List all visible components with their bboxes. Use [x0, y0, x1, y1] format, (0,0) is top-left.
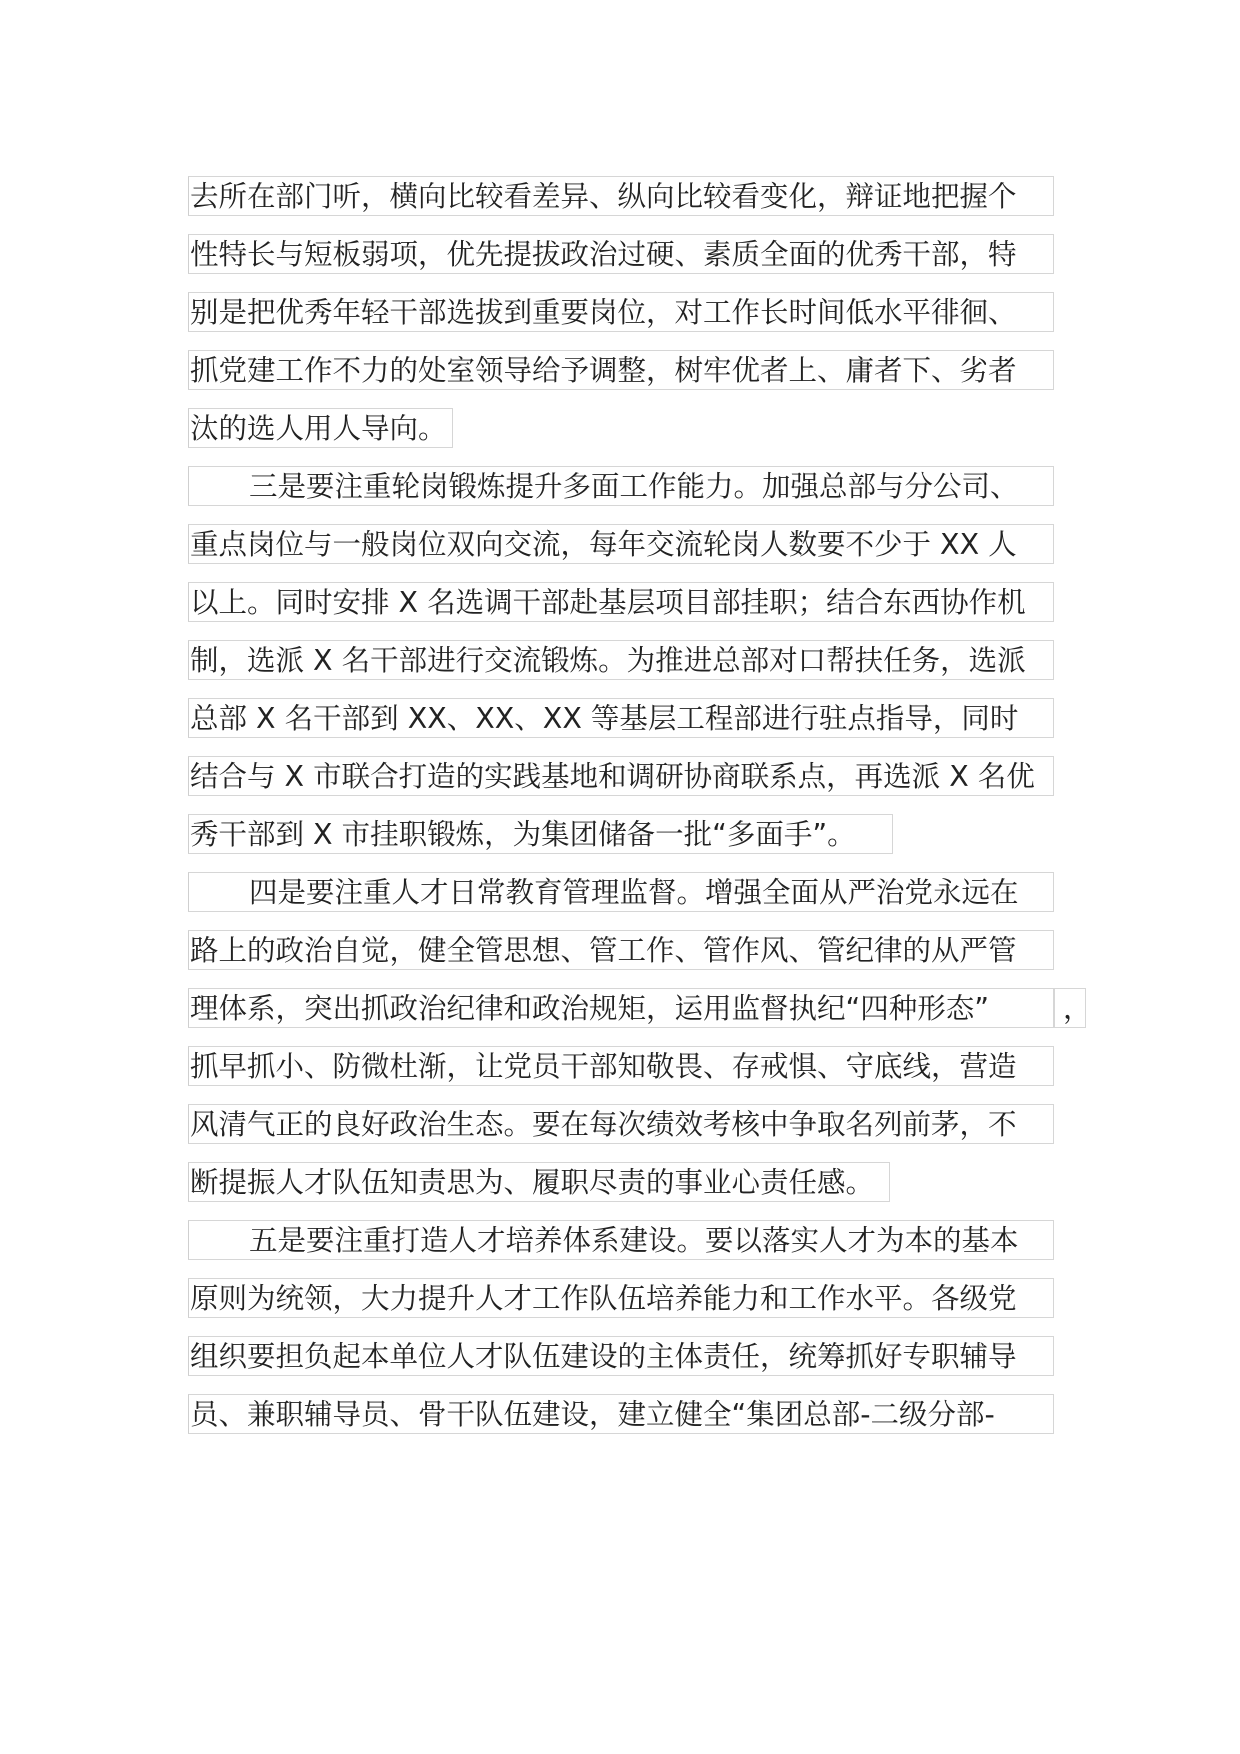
text-line: 路上的政治自觉，健全管思想、管工作、管作风、管纪律的从严管 [188, 930, 1054, 970]
trailing-comma: ， [1054, 988, 1086, 1028]
text-line: 制，选派 X 名干部进行交流锻炼。为推进总部对口帮扶任务，选派 [188, 640, 1054, 680]
text-line: 理体系，突出抓政治纪律和政治规矩，运用监督执纪“四种形态” [188, 988, 1054, 1028]
text-line: 汰的选人用人导向。 [188, 408, 453, 448]
text-line: 原则为统领，大力提升人才工作队伍培养能力和工作水平。各级党 [188, 1278, 1054, 1318]
text-line: 性特长与短板弱项，优先提拔政治过硬、素质全面的优秀干部，特 [188, 234, 1054, 274]
text-line: 员、兼职辅导员、骨干队伍建设，建立健全“集团总部-二级分部- [188, 1394, 1054, 1434]
text-line: 以上。同时安排 X 名选调干部赴基层项目部挂职；结合东西协作机 [188, 582, 1054, 622]
text-line: 秀干部到 X 市挂职锻炼，为集团储备一批“多面手”。 [188, 814, 893, 854]
text-line: 重点岗位与一般岗位双向交流，每年交流轮岗人数要不少于 XX 人 [188, 524, 1054, 564]
text-line: 抓党建工作不力的处室领导给予调整，树牢优者上、庸者下、劣者 [188, 350, 1054, 390]
paragraph-start-line: 三是要注重轮岗锻炼提升多面工作能力。加强总部与分公司、 [188, 466, 1054, 506]
text-line: 断提振人才队伍知责思为、履职尽责的事业心责任感。 [188, 1162, 890, 1202]
paragraph-start-line: 五是要注重打造人才培养体系建设。要以落实人才为本的基本 [188, 1220, 1054, 1260]
text-line: 结合与 X 市联合打造的实践基地和调研协商联系点，再选派 X 名优 [188, 756, 1054, 796]
text-line: 总部 X 名干部到 XX、XX、XX 等基层工程部进行驻点指导，同时 [188, 698, 1054, 738]
text-line: 组织要担负起本单位人才队伍建设的主体责任，统筹抓好专职辅导 [188, 1336, 1054, 1376]
text-line: 去所在部门听，横向比较看差异、纵向比较看变化，辩证地把握个 [188, 176, 1054, 216]
text-line: 别是把优秀年轻干部选拔到重要岗位，对工作长时间低水平徘徊、 [188, 292, 1054, 332]
paragraph-start-line: 四是要注重人才日常教育管理监督。增强全面从严治党永远在 [188, 872, 1054, 912]
text-line: 抓早抓小、防微杜渐，让党员干部知敬畏、存戒惧、守底线，营造 [188, 1046, 1054, 1086]
text-line: 风清气正的良好政治生态。要在每次绩效考核中争取名列前茅，不 [188, 1104, 1054, 1144]
